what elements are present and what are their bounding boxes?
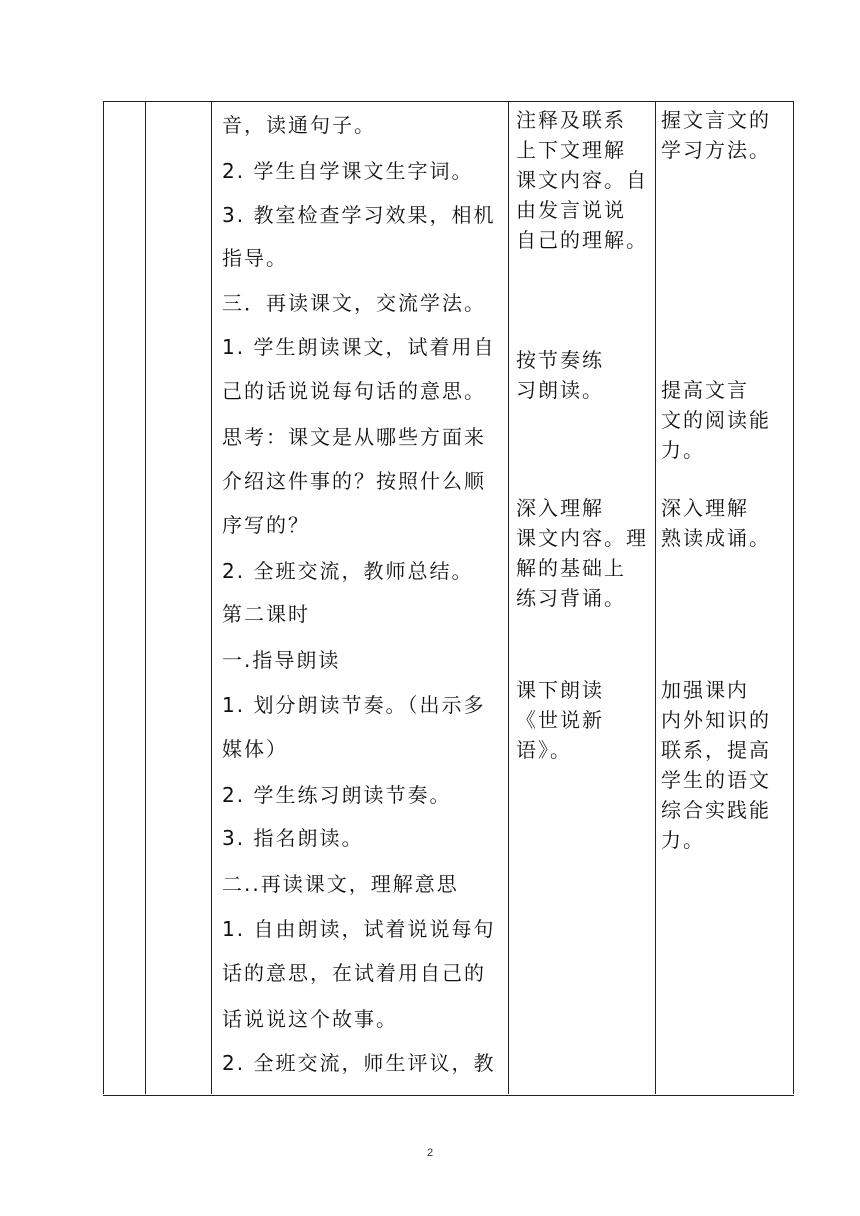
step-line: 话说说这个故事。 xyxy=(222,1007,398,1031)
step-line: 3. 教室检查学习效果，相机 xyxy=(222,203,496,227)
column-divider-1 xyxy=(145,101,146,1094)
step-line: 第二课时 xyxy=(222,602,310,626)
step-line: 指导。 xyxy=(222,246,288,270)
intent-cell: 握文言文的 学习方法。 xyxy=(661,108,771,162)
column-divider-2 xyxy=(211,101,212,1094)
step-line: 2. 学生练习朗读节奏。 xyxy=(222,783,452,807)
column-divider-4 xyxy=(655,101,656,1094)
intent-cell: 加强课内 内外知识的 联系，提高 学生的语文 综合实践能 力。 xyxy=(661,678,771,852)
activity-cell: 注释及联系 上下文理解 课文内容。自 由发言说说 自己的理解。 xyxy=(516,108,648,252)
table-border-left xyxy=(103,101,104,1094)
step-line: 2. 学生自学课文生字词。 xyxy=(222,159,474,183)
step-line: 序写的？ xyxy=(222,513,310,537)
step-line: 介绍这件事的？按照什么顺 xyxy=(222,469,486,493)
activity-cell: 按节奏练 习朗读。 xyxy=(516,348,604,402)
step-line: 己的话说说每句话的意思。 xyxy=(222,379,486,403)
page-number: 2 xyxy=(426,1147,434,1159)
step-line: 1. 划分朗读节奏。（出示多 xyxy=(222,693,486,717)
step-line: 音，读通句子。 xyxy=(222,113,376,137)
step-line: 一.指导朗读 xyxy=(222,648,341,672)
step-line: 2. 全班交流，教师总结。 xyxy=(222,559,474,583)
intent-cell: 提高文言 文的阅读能 力。 xyxy=(661,378,771,462)
step-line: 思考：课文是从哪些方面来 xyxy=(222,425,486,449)
intent-cell: 深入理解 熟读成诵。 xyxy=(661,496,771,550)
table-border-right xyxy=(793,101,794,1094)
step-line: 媒体） xyxy=(222,737,288,761)
step-line: 1. 自由朗读，试着说说每句 xyxy=(222,917,496,941)
activity-cell: 课下朗读 《世说新语》。 xyxy=(516,678,604,762)
step-line: 二..再读课文，理解意思 xyxy=(222,872,459,896)
step-line: 话的意思，在试着用自己的 xyxy=(222,961,486,985)
step-line: 三．再读课文，交流学法。 xyxy=(222,291,486,315)
column-divider-3 xyxy=(508,101,509,1094)
step-line: 2. 全班交流，师生评议，教 xyxy=(222,1051,496,1075)
activity-cell: 深入理解 课文内容。理 解的基础上 练习背诵。 xyxy=(516,496,648,610)
step-line: 3. 指名朗读。 xyxy=(222,826,364,850)
step-line: 1. 学生朗读课文，试着用自 xyxy=(222,335,496,359)
